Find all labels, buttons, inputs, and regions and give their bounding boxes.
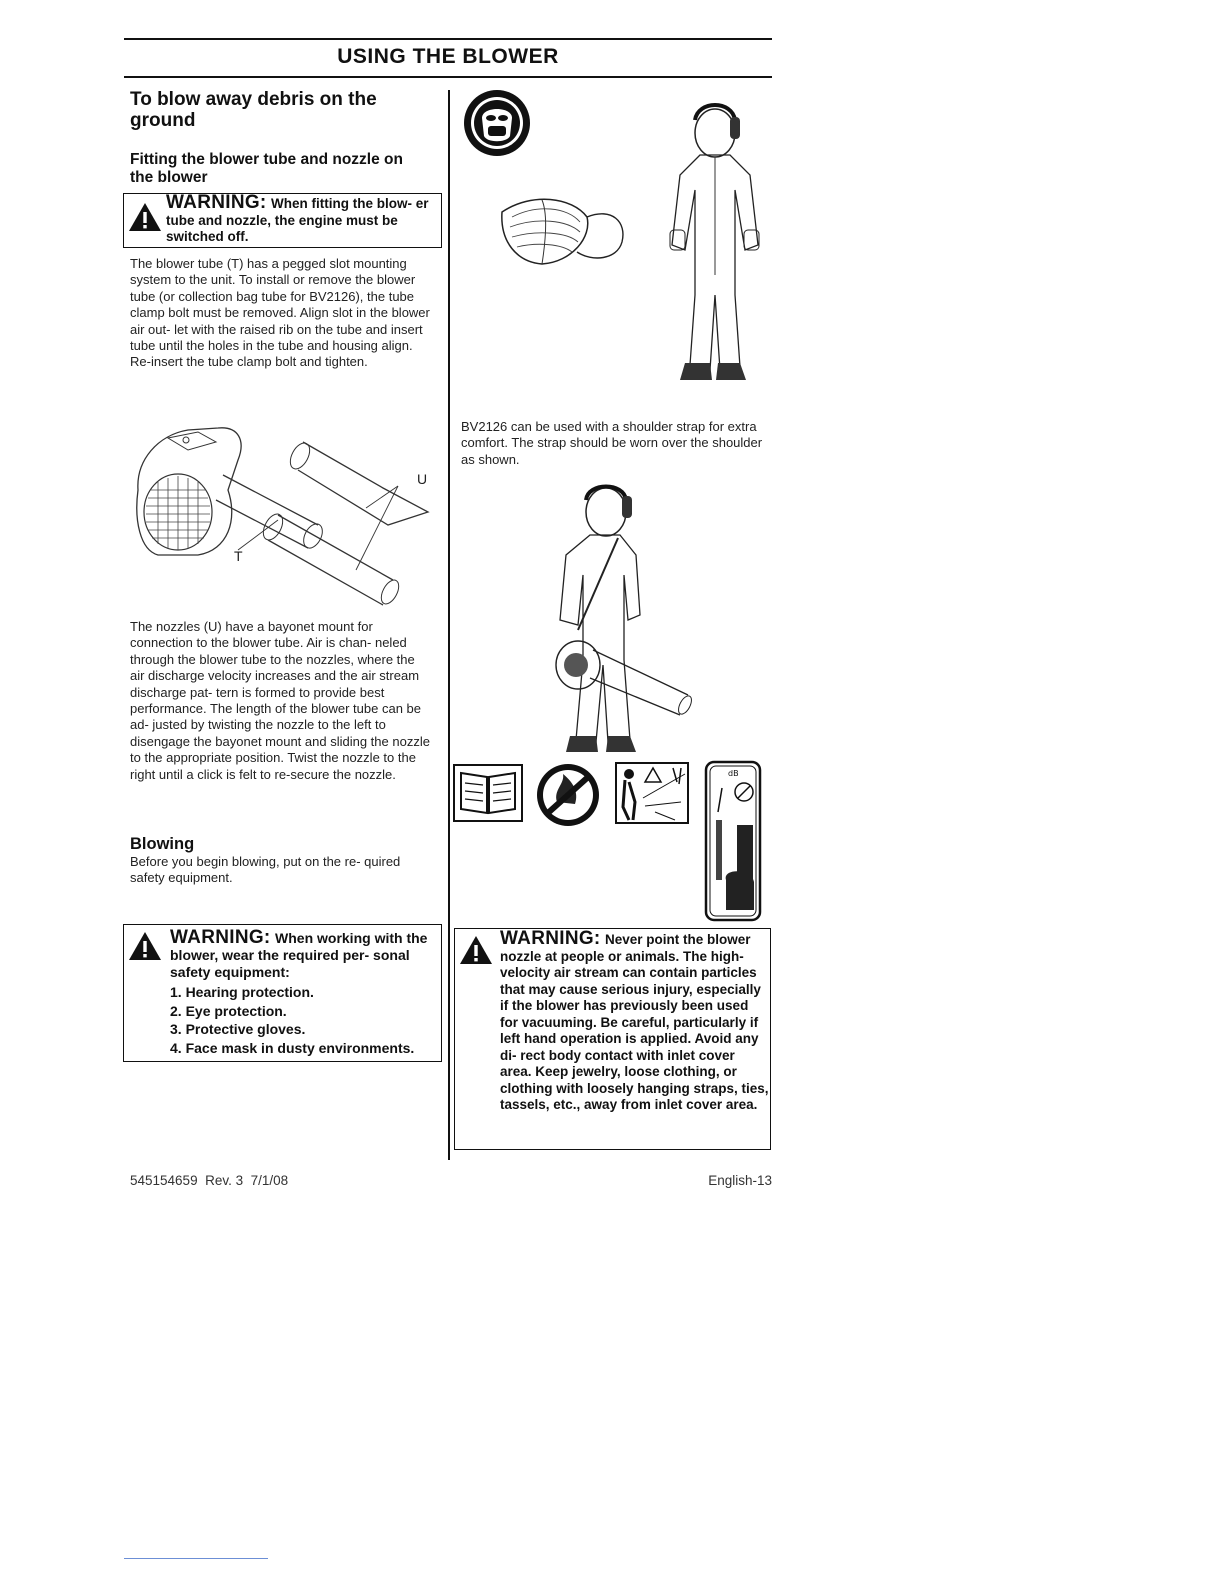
tube-mounting-paragraph: The blower tube (T) has a pegged slot mounting system to the unit. To install or remove the blower tube (or collection bag tube for BV2126), the tube clamp bolt must be removed. Align slot in the blower air out- let with the raised rib on the tube and insert tube until the holes in the tube and housing align. Re-insert the tube clamp bolt and tighten. bbox=[130, 256, 430, 370]
blowing-title: Blowing bbox=[130, 835, 195, 853]
bottom-link-underline bbox=[124, 1558, 268, 1559]
noise-level-label-icon bbox=[704, 760, 762, 922]
blower-tube-illustration bbox=[128, 420, 438, 620]
figure-label-t: T bbox=[234, 548, 243, 564]
warning-triangle-icon bbox=[128, 931, 162, 961]
warning-triangle-icon bbox=[128, 202, 162, 232]
warning-text: When working with the blower, wear the required per- sonal safety equipment: bbox=[170, 930, 428, 980]
section-title: To blow away debris on the ground bbox=[130, 89, 377, 131]
list-item: 1. Hearing protection. bbox=[170, 984, 314, 1000]
page-title: USING THE BLOWER bbox=[337, 45, 559, 68]
no-open-flame-icon bbox=[535, 762, 601, 828]
blowing-text: Before you begin blowing, put on the re- quired safety equipment. bbox=[130, 854, 401, 886]
header-bottom-rule bbox=[124, 76, 772, 78]
warning-word: WARNING: bbox=[500, 928, 601, 949]
warning-triangle-icon bbox=[459, 935, 493, 965]
column-divider bbox=[448, 90, 450, 1160]
warning-box-fitting bbox=[123, 193, 442, 248]
warning-text: Never point the blower nozzle at people or animals. The high-velocity air stream can contain particles that may cause serious injury, especially if the blower has previously been used for vacuuming. Be careful, particularly if left hand operation is applied. Avoid any di- rect body contact with inlet cover area. Keep jewelry, loose clothing, or clothing with loosely hanging straps, ties, tassels, etc., away from inlet cover area. bbox=[500, 932, 769, 1112]
nozzle-paragraph: The nozzles (U) have a bayonet mount for connection to the blower tube. Air is chan- neled through the blower tube to the nozzles, where the air discharge velocity increases and the air stream discharge pat- tern is formed to provide best performance. The length of the blower tube can be ad- justed by twisting the nozzle to the left to disengage the bayonet mount and sliding the nozzle to the appropriate position. Twist the nozzle to the right until a click is felt to re-secure the nozzle. bbox=[130, 619, 430, 782]
shoulder-strap-paragraph: BV2126 can be used with a shoulder strap for extra comfort. The strap should be worn over the shoulder as shown. bbox=[461, 419, 763, 467]
header-top-rule bbox=[124, 38, 772, 40]
person-protective-clothing-illustration bbox=[660, 95, 770, 395]
safety-equipment-list bbox=[170, 983, 438, 1057]
fitting-subtitle: Fitting the blower tube and nozzle on the blower bbox=[130, 151, 403, 186]
warning-box-safety-equipment bbox=[123, 924, 442, 1062]
list-item: 4. Face mask in dusty environments. bbox=[170, 1039, 415, 1056]
warning-text: When fitting the blow- er tube and nozzle, the engine must be switched off. bbox=[166, 196, 429, 244]
warning-box-blower-direction bbox=[454, 928, 771, 1150]
list-item: 3. Protective gloves. bbox=[170, 1021, 306, 1037]
keep-distance-icon bbox=[615, 762, 689, 824]
list-item: 2. Eye protection. bbox=[170, 1002, 287, 1019]
read-manual-icon bbox=[453, 763, 523, 823]
person-using-blower-illustration bbox=[548, 480, 698, 760]
warning-word: WARNING: bbox=[170, 927, 271, 948]
face-mask-symbol-icon bbox=[462, 88, 532, 158]
dust-mask-illustration bbox=[492, 192, 632, 272]
svg-text:dB: dB bbox=[728, 769, 739, 778]
figure-label-u: U bbox=[417, 471, 428, 487]
warning-word: WARNING: bbox=[166, 192, 267, 213]
page-number: English-13 bbox=[708, 1173, 772, 1188]
document-number: 545154659 Rev. 3 7/1/08 bbox=[130, 1173, 289, 1188]
